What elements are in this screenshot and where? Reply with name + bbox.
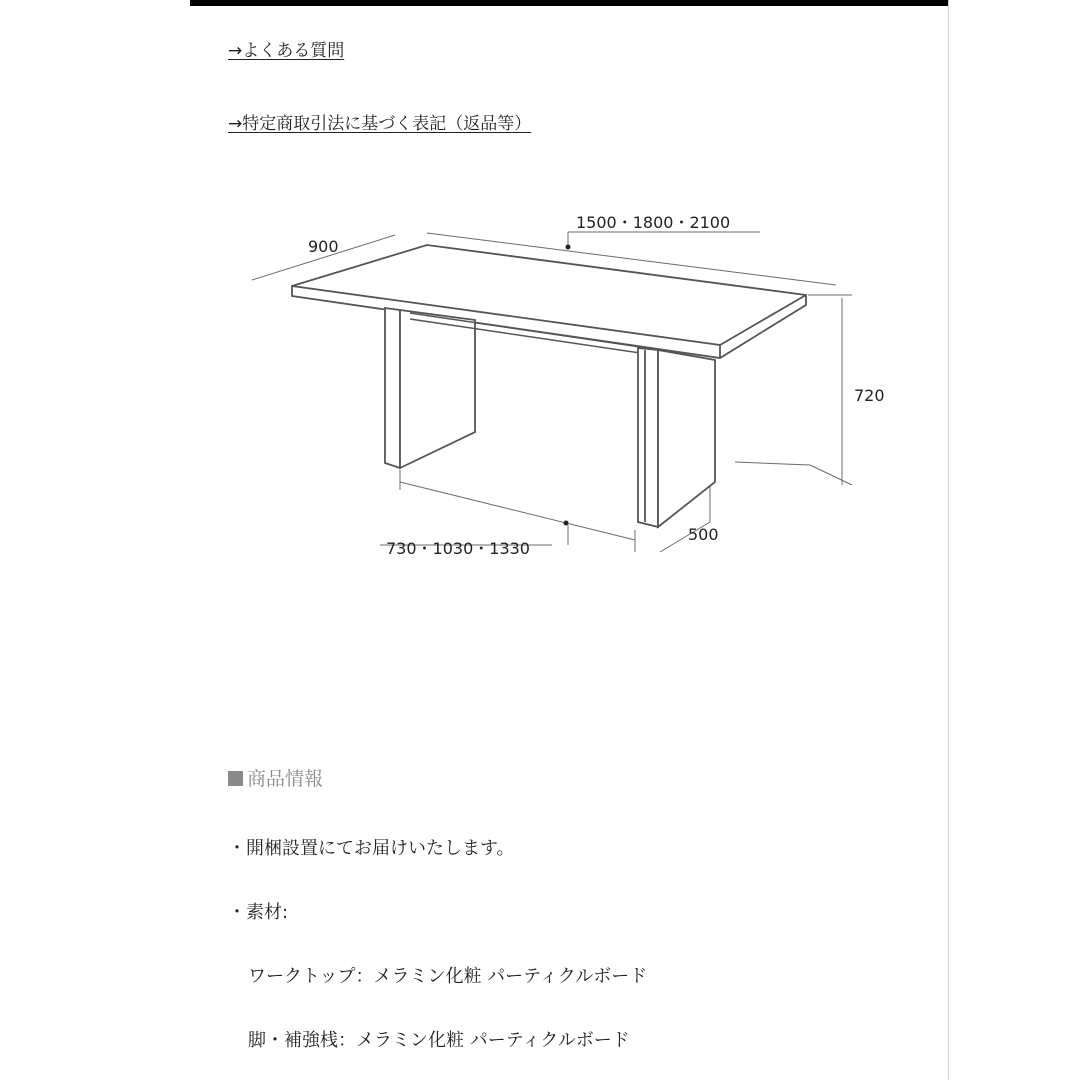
height-dimension-label: 720 <box>854 386 885 405</box>
product-info-heading <box>228 764 323 791</box>
top-bar <box>190 0 949 6</box>
square-bullet-icon <box>228 771 243 786</box>
delivery-note: ・開梱設置にてお届けいたします。 <box>228 838 515 859</box>
tokusho-link[interactable]: →特定商取引法に基づく表記（返品等） <box>228 114 532 134</box>
legs-material: 脚・補強桟：メラミン化粧 パーティクルボード <box>248 1030 630 1051</box>
panel-border <box>948 0 949 1080</box>
worktop-material: ワークトップ：メラミン化粧 パーティクルボード <box>248 966 648 987</box>
table-dimension-diagram <box>240 200 900 570</box>
leg-depth-dimension-label: 500 <box>688 525 719 544</box>
width-dimension-label: 1500・1800・2100 <box>576 213 731 232</box>
product-info-title: 商品情報 <box>247 768 324 790</box>
material-heading: ・素材: <box>228 902 289 923</box>
leg-span-dimension-label: 730・1030・1330 <box>386 539 530 558</box>
faq-link[interactable]: →よくある質問 <box>228 41 345 61</box>
depth-dimension-label: 900 <box>308 237 339 256</box>
